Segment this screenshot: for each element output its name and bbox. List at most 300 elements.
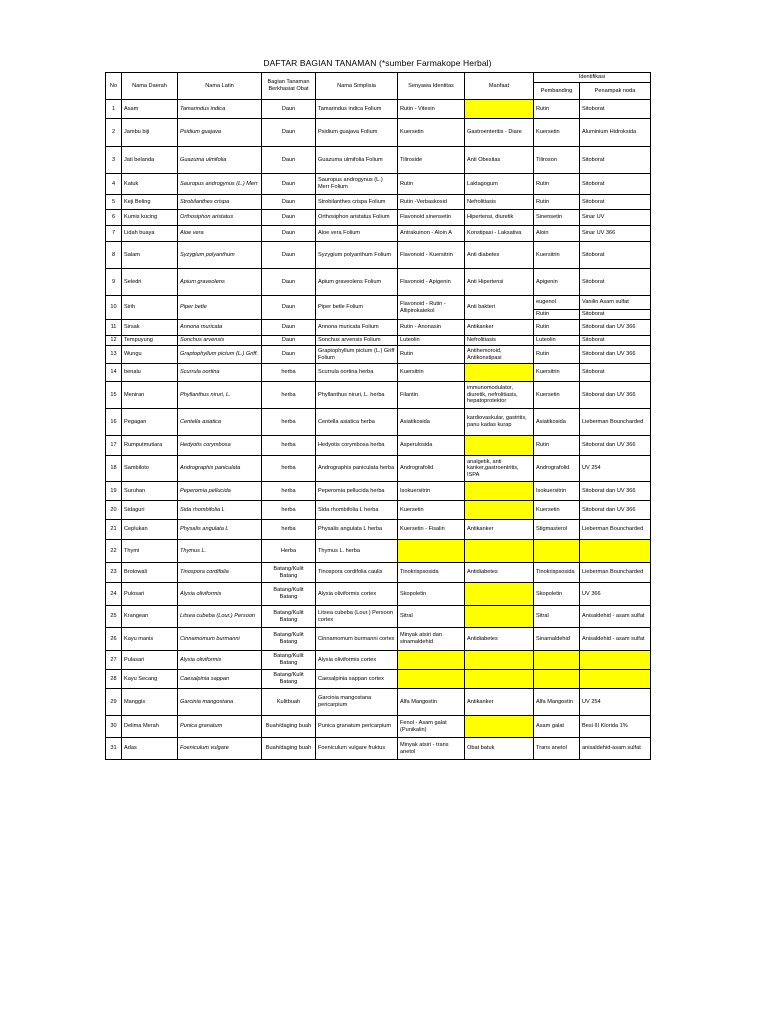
cell-penampak: UV 254 bbox=[580, 456, 651, 482]
table-row bbox=[106, 364, 651, 382]
cell-simplisia: Graptophyllum pictum (L.) Griff Folium bbox=[316, 346, 398, 364]
table-row bbox=[106, 226, 651, 242]
cell-nama-latin: Alyxia oliviformis bbox=[178, 651, 262, 670]
cell-bagian: herba bbox=[262, 501, 316, 520]
cell-bagian: Daun bbox=[262, 100, 316, 119]
cell-nama-latin: Graptophyllum pictum (L.) Griff. bbox=[178, 346, 262, 364]
cell-no: 26 bbox=[106, 628, 122, 651]
cell-simplisia: Scurrula oortina herba bbox=[316, 364, 398, 382]
cell-simplisia: Centella asiatica herba bbox=[316, 409, 398, 436]
cell-senyawa: Skopoletin bbox=[398, 583, 465, 606]
cell-senyawa: Rutin -Verbaskosid bbox=[398, 195, 465, 210]
cell-senyawa: Kuersetin bbox=[398, 501, 465, 520]
cell-nama-latin: Sauropus androgynus (L.) Merr bbox=[178, 174, 262, 195]
cell-manfaat bbox=[465, 540, 534, 563]
cell-nama-latin: Orthosiphon aristatus bbox=[178, 210, 262, 226]
cell-pembanding bbox=[534, 670, 580, 689]
cell-simplisia: Physalis angulata L herba bbox=[316, 520, 398, 540]
cell-no: 7 bbox=[106, 226, 122, 242]
cell-penampak: Sitoborat bbox=[580, 336, 651, 346]
cell-manfaat: Konstipasi - Laksativa bbox=[465, 226, 534, 242]
cell-senyawa: Kuersitrin bbox=[398, 364, 465, 382]
cell-pembanding: Tinokrispsosida bbox=[534, 563, 580, 583]
cell-senyawa: Minyak atsiri dan sinamaldehid bbox=[398, 628, 465, 651]
cell-penampak: Vanilin Asam sulfat bbox=[580, 296, 651, 310]
cell-manfaat bbox=[465, 606, 534, 628]
cell-nama-daerah: Seledri bbox=[122, 269, 178, 296]
cell-manfaat: Antikanker bbox=[465, 689, 534, 716]
table-row bbox=[106, 320, 651, 336]
cell-pembanding: Rutin bbox=[534, 174, 580, 195]
cell-nama-daerah: Krangean bbox=[122, 606, 178, 628]
col-manfaat: Manfaat bbox=[465, 73, 534, 100]
cell-no: 13 bbox=[106, 346, 122, 364]
cell-no: 27 bbox=[106, 651, 122, 670]
cell-nama-daerah: Meniran bbox=[122, 382, 178, 409]
cell-pembanding: Kuersetin bbox=[534, 119, 580, 147]
cell-nama-daerah: Kayu manis bbox=[122, 628, 178, 651]
cell-simplisia: Litsea cubeba (Lour.) Persoon cortex bbox=[316, 606, 398, 628]
cell-bagian: herba bbox=[262, 364, 316, 382]
cell-no: 20 bbox=[106, 501, 122, 520]
cell-no: 12 bbox=[106, 336, 122, 346]
cell-pembanding: Sinamaldehid bbox=[534, 628, 580, 651]
cell-senyawa: Asperulosida bbox=[398, 436, 465, 456]
col-identifikasi: Identifikasi bbox=[534, 73, 651, 83]
cell-manfaat bbox=[465, 482, 534, 501]
cell-nama-latin: Hedyotis corymbosa bbox=[178, 436, 262, 456]
cell-senyawa: Flavonoid - Rutin - Allipirokatekol bbox=[398, 296, 465, 320]
cell-nama-daerah: Pegagan bbox=[122, 409, 178, 436]
cell-manfaat: Gastroenteritis - Diare bbox=[465, 119, 534, 147]
cell-penampak: Sitoborat bbox=[580, 100, 651, 119]
cell-pembanding: Sitral bbox=[534, 606, 580, 628]
cell-penampak: Lieberman Bouncharded bbox=[580, 563, 651, 583]
cell-no: 14 bbox=[106, 364, 122, 382]
col-nama-simplisia: Nama Simplisia bbox=[316, 73, 398, 100]
cell-pembanding bbox=[534, 540, 580, 563]
cell-pembanding: Luteolin bbox=[534, 336, 580, 346]
cell-bagian: Daun bbox=[262, 242, 316, 269]
cell-manfaat: Antidiabetes bbox=[465, 563, 534, 583]
cell-penampak: Besi III Klorida 1% bbox=[580, 716, 651, 738]
cell-penampak: Aluminium Hidroksida bbox=[580, 119, 651, 147]
cell-senyawa: Kuersetin - Fisalin bbox=[398, 520, 465, 540]
cell-bagian: Buah/daging buah bbox=[262, 738, 316, 760]
cell-no: 24 bbox=[106, 583, 122, 606]
cell-bagian: Daun bbox=[262, 346, 316, 364]
cell-no: 22 bbox=[106, 540, 122, 563]
table-row bbox=[106, 520, 651, 540]
cell-no: 3 bbox=[106, 147, 122, 174]
cell-nama-latin: Apium graveolens bbox=[178, 269, 262, 296]
cell-pembanding: Stigmasterol bbox=[534, 520, 580, 540]
cell-bagian: Batang/Kulit Batang bbox=[262, 583, 316, 606]
cell-bagian: Batang/Kulit Batang bbox=[262, 606, 316, 628]
table-row bbox=[106, 738, 651, 760]
cell-pembanding: Rutin bbox=[534, 346, 580, 364]
cell-manfaat bbox=[465, 583, 534, 606]
cell-nama-daerah: Ceplukan bbox=[122, 520, 178, 540]
table-row bbox=[106, 346, 651, 364]
cell-penampak bbox=[580, 651, 651, 670]
cell-senyawa bbox=[398, 540, 465, 563]
cell-penampak: Sitoborat dan UV 366 bbox=[580, 382, 651, 409]
table-row bbox=[106, 436, 651, 456]
cell-manfaat: Nefrolitiasis bbox=[465, 336, 534, 346]
cell-bagian: Daun bbox=[262, 226, 316, 242]
cell-penampak: Sitoborat dan UV 366 bbox=[580, 501, 651, 520]
cell-bagian: herba bbox=[262, 482, 316, 501]
cell-nama-latin: Annona muricata bbox=[178, 320, 262, 336]
cell-simplisia: Annona muricata Folium bbox=[316, 320, 398, 336]
cell-no: 4 bbox=[106, 174, 122, 195]
table-row bbox=[106, 583, 651, 606]
cell-senyawa: Rutin - Anonasin bbox=[398, 320, 465, 336]
cell-no: 25 bbox=[106, 606, 122, 628]
cell-bagian: Daun bbox=[262, 119, 316, 147]
cell-simplisia: Thymus L. herba bbox=[316, 540, 398, 563]
cell-no: 17 bbox=[106, 436, 122, 456]
cell-no: 9 bbox=[106, 269, 122, 296]
cell-no: 5 bbox=[106, 195, 122, 210]
cell-penampak: Sitoborat dan UV 366 bbox=[580, 320, 651, 336]
cell-senyawa: Tiliroside bbox=[398, 147, 465, 174]
cell-pembanding: Asiatikosida bbox=[534, 409, 580, 436]
cell-penampak: Sitoborat bbox=[580, 195, 651, 210]
col-senyawa-identitas: Senyawa Identitas bbox=[398, 73, 465, 100]
cell-nama-daerah: Sidaguri bbox=[122, 501, 178, 520]
cell-senyawa: Rutin bbox=[398, 174, 465, 195]
cell-bagian: Daun bbox=[262, 296, 316, 320]
cell-penampak: Sitoborat bbox=[580, 174, 651, 195]
cell-penampak: Sitoborat dan UV 366 bbox=[580, 436, 651, 456]
cell-manfaat: Nefrolitiasis bbox=[465, 195, 534, 210]
cell-nama-latin: Tinospora cordifolia bbox=[178, 563, 262, 583]
cell-manfaat bbox=[465, 364, 534, 382]
cell-manfaat: Anti Obesitas bbox=[465, 147, 534, 174]
cell-nama-daerah: Salam bbox=[122, 242, 178, 269]
cell-manfaat bbox=[465, 670, 534, 689]
table-row bbox=[106, 540, 651, 563]
cell-nama-daerah: Tempuyung bbox=[122, 336, 178, 346]
cell-nama-daerah: Keji Beling bbox=[122, 195, 178, 210]
cell-bagian: Daun bbox=[262, 320, 316, 336]
table-row bbox=[106, 482, 651, 501]
cell-pembanding: eugenol bbox=[534, 296, 580, 310]
table-row bbox=[106, 100, 651, 119]
table-row bbox=[106, 336, 651, 346]
cell-penampak: Sitoborat bbox=[580, 147, 651, 174]
cell-pembanding: Kuersitrin bbox=[534, 364, 580, 382]
cell-nama-daerah: Asam bbox=[122, 100, 178, 119]
cell-penampak: UV 254 bbox=[580, 689, 651, 716]
cell-senyawa: Luteolin bbox=[398, 336, 465, 346]
cell-no: 23 bbox=[106, 563, 122, 583]
cell-senyawa: Rutin bbox=[398, 346, 465, 364]
cell-nama-latin: Sonchus arvensis bbox=[178, 336, 262, 346]
cell-penampak: anisaldehid-asam sulfat bbox=[580, 738, 651, 760]
cell-senyawa: Rutin - Vitexin bbox=[398, 100, 465, 119]
cell-no: 2 bbox=[106, 119, 122, 147]
cell-simplisia: Apium graveolens Folium bbox=[316, 269, 398, 296]
cell-penampak: Anisaldehid - asam sulfat bbox=[580, 628, 651, 651]
cell-pembanding: Trans anetol bbox=[534, 738, 580, 760]
cell-no: 31 bbox=[106, 738, 122, 760]
document-title: DAFTAR BAGIAN TANAMAN (*sumber Farmakope Herbal) bbox=[263, 58, 492, 68]
table-row bbox=[106, 119, 651, 147]
cell-simplisia: Tamarindus indica Folium bbox=[316, 100, 398, 119]
col-no: No bbox=[106, 73, 122, 100]
cell-penampak: UV 366 bbox=[580, 583, 651, 606]
cell-bagian: herba bbox=[262, 456, 316, 482]
table-row bbox=[106, 174, 651, 195]
cell-bagian: Daun bbox=[262, 336, 316, 346]
cell-simplisia: Aloe vera Folium bbox=[316, 226, 398, 242]
table-row bbox=[106, 210, 651, 226]
cell-simplisia: Alyxia oliviformis cortex bbox=[316, 583, 398, 606]
cell-simplisia: Peperomia pellucida herba bbox=[316, 482, 398, 501]
cell-simplisia: Foeniculum vulgare fruktus bbox=[316, 738, 398, 760]
plant-parts-table bbox=[105, 72, 651, 760]
cell-manfaat bbox=[465, 501, 534, 520]
cell-nama-daerah: Lidah buaya bbox=[122, 226, 178, 242]
cell-pembanding: Rutin bbox=[534, 310, 580, 320]
cell-nama-daerah: Adas bbox=[122, 738, 178, 760]
cell-senyawa: Fenol - Asam galat (Punikalin) bbox=[398, 716, 465, 738]
cell-bagian: Batang/Kulit Batang bbox=[262, 651, 316, 670]
table-row bbox=[106, 716, 651, 738]
cell-manfaat: Anti Hipertensi bbox=[465, 269, 534, 296]
cell-simplisia: Psidium guajava Folium bbox=[316, 119, 398, 147]
cell-manfaat: Antihemoroid, Antikonstipasi bbox=[465, 346, 534, 364]
cell-pembanding: Rutin bbox=[534, 100, 580, 119]
cell-nama-daerah: Pulosari bbox=[122, 583, 178, 606]
cell-nama-latin: Physalis angulata L bbox=[178, 520, 262, 540]
cell-nama-latin: Punica granatum bbox=[178, 716, 262, 738]
table-row bbox=[106, 628, 651, 651]
cell-senyawa: Filantin bbox=[398, 382, 465, 409]
cell-nama-daerah: Sambiloto bbox=[122, 456, 178, 482]
cell-nama-latin: Centella asiatica bbox=[178, 409, 262, 436]
cell-nama-latin: Foeniculum vulgare bbox=[178, 738, 262, 760]
cell-no: 15 bbox=[106, 382, 122, 409]
cell-simplisia: Hedyotis corymbosa herba bbox=[316, 436, 398, 456]
cell-bagian: Herba bbox=[262, 540, 316, 563]
cell-simplisia: Sauropus androgynus (L.) Merr Folium bbox=[316, 174, 398, 195]
cell-no: 6 bbox=[106, 210, 122, 226]
cell-pembanding: Asam galat bbox=[534, 716, 580, 738]
cell-manfaat: Antidiabetes bbox=[465, 628, 534, 651]
table-row bbox=[106, 242, 651, 269]
cell-nama-latin: Tamarindus indica bbox=[178, 100, 262, 119]
cell-nama-daerah: Katuk bbox=[122, 174, 178, 195]
cell-nama-daerah: Kumis kucing bbox=[122, 210, 178, 226]
cell-nama-daerah: Delima Merah bbox=[122, 716, 178, 738]
cell-pembanding: Sinensetin bbox=[534, 210, 580, 226]
table-body bbox=[106, 100, 651, 760]
cell-manfaat: kardiovaskular, gastritis, panu kadas kurap bbox=[465, 409, 534, 436]
cell-simplisia: Orthosiphon aristatus Folium bbox=[316, 210, 398, 226]
cell-nama-daerah: Rumputmutiara bbox=[122, 436, 178, 456]
cell-nama-daerah: Kayu Secang bbox=[122, 670, 178, 689]
table-row bbox=[106, 147, 651, 174]
cell-bagian: Kulitbuah bbox=[262, 689, 316, 716]
cell-nama-daerah: Wungu bbox=[122, 346, 178, 364]
table-row bbox=[106, 382, 651, 409]
table-row bbox=[106, 269, 651, 296]
table-header bbox=[106, 73, 651, 100]
col-pembanding: Pembanding bbox=[534, 83, 580, 100]
cell-manfaat: Laktagogum bbox=[465, 174, 534, 195]
cell-penampak: Sitoborat bbox=[580, 269, 651, 296]
cell-senyawa bbox=[398, 651, 465, 670]
cell-simplisia: Caesalpinia sappan cortex bbox=[316, 670, 398, 689]
cell-bagian: Daun bbox=[262, 174, 316, 195]
cell-senyawa: Flavonoid - Kuersitrin bbox=[398, 242, 465, 269]
cell-nama-latin: Piper betle bbox=[178, 296, 262, 320]
col-nama-daerah: Nama Daerah bbox=[122, 73, 178, 100]
cell-manfaat: Anti bakteri bbox=[465, 296, 534, 320]
cell-simplisia: Cinnamomum burmanni cortex bbox=[316, 628, 398, 651]
cell-senyawa: Kuersetin bbox=[398, 119, 465, 147]
cell-bagian: Batang/Kulit Batang bbox=[262, 628, 316, 651]
cell-nama-latin: Thymus L. bbox=[178, 540, 262, 563]
cell-no: 1 bbox=[106, 100, 122, 119]
cell-no: 18 bbox=[106, 456, 122, 482]
cell-pembanding bbox=[534, 651, 580, 670]
table-row bbox=[106, 651, 651, 670]
cell-penampak: Sitoborat bbox=[580, 242, 651, 269]
cell-bagian: herba bbox=[262, 520, 316, 540]
table-row bbox=[106, 296, 651, 310]
cell-manfaat: Obat batuk bbox=[465, 738, 534, 760]
cell-nama-latin: Cinnamomum burmanni bbox=[178, 628, 262, 651]
cell-senyawa: Flavonoid - Apigenin bbox=[398, 269, 465, 296]
table-row bbox=[106, 501, 651, 520]
cell-manfaat bbox=[465, 651, 534, 670]
cell-nama-daerah: Sirih bbox=[122, 296, 178, 320]
cell-pembanding: Apigenin bbox=[534, 269, 580, 296]
cell-simplisia: Piper betle Folium bbox=[316, 296, 398, 320]
table-row bbox=[106, 689, 651, 716]
cell-nama-latin: Litsea cubeba (Lour.) Persoon bbox=[178, 606, 262, 628]
table-row bbox=[106, 195, 651, 210]
cell-penampak bbox=[580, 540, 651, 563]
cell-nama-daerah: Pulasari bbox=[122, 651, 178, 670]
col-penampak-noda: Penampak noda bbox=[580, 83, 651, 100]
cell-senyawa: Sitral bbox=[398, 606, 465, 628]
cell-nama-daerah: Jati belanda bbox=[122, 147, 178, 174]
cell-pembanding: Kuersetin bbox=[534, 382, 580, 409]
cell-senyawa: Isokuersitrin bbox=[398, 482, 465, 501]
cell-penampak: Lieberman Bouncharded bbox=[580, 520, 651, 540]
cell-manfaat: immunomodulator, diuretik, nefrolitiasis, hepatoprotektor bbox=[465, 382, 534, 409]
cell-nama-latin: Garcinia mangostana bbox=[178, 689, 262, 716]
cell-no: 8 bbox=[106, 242, 122, 269]
cell-pembanding: Kuersetin bbox=[534, 501, 580, 520]
cell-pembanding: Andrografolid bbox=[534, 456, 580, 482]
cell-no: 21 bbox=[106, 520, 122, 540]
cell-nama-latin: Syzygium polyanthum bbox=[178, 242, 262, 269]
cell-simplisia: Sonchus arvensis Folium bbox=[316, 336, 398, 346]
cell-nama-latin: Andrographis paniculata bbox=[178, 456, 262, 482]
cell-bagian: herba bbox=[262, 382, 316, 409]
table-row bbox=[106, 670, 651, 689]
cell-simplisia: Andrographis paniculata herba bbox=[316, 456, 398, 482]
cell-pembanding: Aloin bbox=[534, 226, 580, 242]
cell-no: 19 bbox=[106, 482, 122, 501]
cell-penampak: Sitoborat dan UV 366 bbox=[580, 346, 651, 364]
cell-bagian: Daun bbox=[262, 269, 316, 296]
table-row bbox=[106, 563, 651, 583]
cell-no: 30 bbox=[106, 716, 122, 738]
table-row bbox=[106, 409, 651, 436]
cell-nama-daerah: Brotowali bbox=[122, 563, 178, 583]
cell-no: 16 bbox=[106, 409, 122, 436]
cell-senyawa: Antrakuinon - Aloin A bbox=[398, 226, 465, 242]
cell-no: 10 bbox=[106, 296, 122, 320]
cell-simplisia: Alyxia oliviformis cortex bbox=[316, 651, 398, 670]
cell-manfaat: Antikanker bbox=[465, 320, 534, 336]
cell-nama-daerah: Sirsak bbox=[122, 320, 178, 336]
cell-nama-daerah: Suruhan bbox=[122, 482, 178, 501]
cell-pembanding: Rutin bbox=[534, 436, 580, 456]
cell-senyawa: Alfa Mangostin bbox=[398, 689, 465, 716]
cell-penampak: Sinar UV 366 bbox=[580, 226, 651, 242]
cell-simplisia: Tinospora cordifolia caulis bbox=[316, 563, 398, 583]
cell-bagian: herba bbox=[262, 436, 316, 456]
cell-simplisia: Garcinia mangostana pericarpium bbox=[316, 689, 398, 716]
cell-no: 29 bbox=[106, 689, 122, 716]
cell-senyawa: Flavonoid sinensetin bbox=[398, 210, 465, 226]
cell-bagian: Daun bbox=[262, 210, 316, 226]
cell-penampak: Sitoborat bbox=[580, 364, 651, 382]
cell-manfaat bbox=[465, 716, 534, 738]
cell-simplisia: Strobilanthes crispa Folium bbox=[316, 195, 398, 210]
cell-manfaat: Anti diabetes bbox=[465, 242, 534, 269]
cell-penampak bbox=[580, 670, 651, 689]
cell-nama-latin: Guazuma ulmifolia bbox=[178, 147, 262, 174]
cell-pembanding: Rutin bbox=[534, 320, 580, 336]
cell-nama-latin: Psidium guajava bbox=[178, 119, 262, 147]
cell-penampak: Lieberman Bouncharded bbox=[580, 409, 651, 436]
cell-nama-daerah: Thymi bbox=[122, 540, 178, 563]
cell-manfaat: Antikanker bbox=[465, 520, 534, 540]
cell-manfaat: Hipertensi, diuretik bbox=[465, 210, 534, 226]
cell-senyawa: Andrografolid bbox=[398, 456, 465, 482]
cell-manfaat: analgetik, anti kanker,gastroentritis, ISPA bbox=[465, 456, 534, 482]
cell-senyawa: Tinokrispsosida bbox=[398, 563, 465, 583]
cell-penampak: Anisaldehid - asam sulfat bbox=[580, 606, 651, 628]
cell-senyawa: Minyak atsiri - trans anetol bbox=[398, 738, 465, 760]
cell-nama-latin: Aloe vera bbox=[178, 226, 262, 242]
cell-bagian: Batang/Kulit Batang bbox=[262, 670, 316, 689]
cell-pembanding: Rutin bbox=[534, 195, 580, 210]
col-nama-latin: Nama Latin bbox=[178, 73, 262, 100]
cell-nama-latin: Alyxia oliviformis bbox=[178, 583, 262, 606]
cell-pembanding: Alfa Mangostin bbox=[534, 689, 580, 716]
cell-penampak: Sitoborat bbox=[580, 310, 651, 320]
cell-pembanding: Tiliroson bbox=[534, 147, 580, 174]
cell-penampak: Sinar UV bbox=[580, 210, 651, 226]
cell-nama-latin: Strobilanthes crispa bbox=[178, 195, 262, 210]
cell-nama-daerah: Jambu biji bbox=[122, 119, 178, 147]
cell-simplisia: Phyllanthus niruri, L. herba bbox=[316, 382, 398, 409]
cell-bagian: herba bbox=[262, 409, 316, 436]
col-bagian-tanaman: Bagian Tanaman Berkhasiat Obat bbox=[262, 73, 316, 100]
cell-nama-latin: Caesalpinia sappan bbox=[178, 670, 262, 689]
